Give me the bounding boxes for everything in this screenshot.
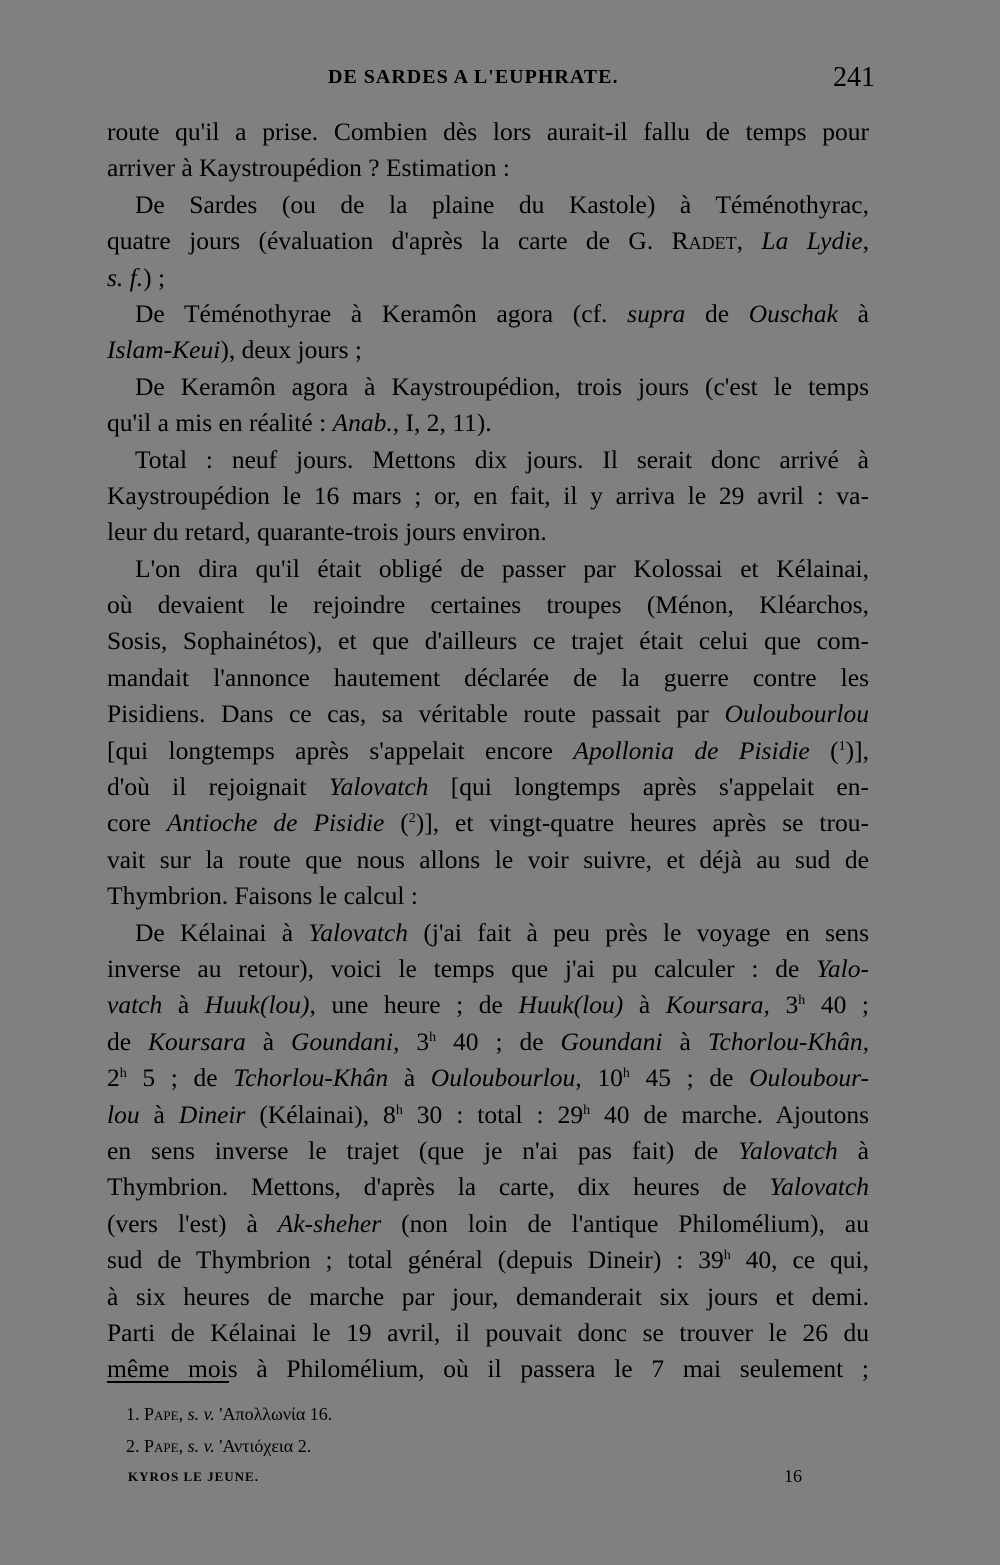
- text-line: route qu'il a prise. Combien dès lors aurait-il fallu de temps pour: [107, 117, 869, 146]
- footnote-rule: [107, 1381, 229, 1383]
- text-line: inverse au retour), voici le temps que j'ai pu calculer : de Yalo-: [107, 953, 869, 983]
- text-line: qu'il a mis en réalité : Anab., I, 2, 11).: [107, 408, 492, 438]
- text-line: vatch à Huuk(lou), une heure ; de Huuk(lou) à Koursara, 3$^h$ 40 ;: [107, 990, 870, 1020]
- text-line: à six heures de marche par jour, demanderait six jours et demi.: [107, 1281, 869, 1311]
- footnote-2: 2. Pape, s. v. 'Αντιόχεια 2.: [126, 1436, 312, 1456]
- text-line: L'on dira qu'il était obligé de passer par Kolossai et Kélainai,: [135, 553, 869, 583]
- text-line: quatre jours (évaluation d'après la carte de G. Radet, La Lydie,: [107, 226, 869, 256]
- text-line: (vers l'est) à Ak-sheher (non loin de l'antique Philomélium), au: [107, 1208, 869, 1238]
- text-line: Islam-Keui), deux jours ;: [107, 335, 362, 365]
- text-line: Sosis, Sophainétos), et que d'ailleurs ce trajet était celui que com-: [107, 626, 869, 656]
- page-number: 241: [833, 62, 875, 93]
- text-line: vait sur la route que nous allons le voir suivre, et déjà au sud de: [107, 844, 869, 874]
- text-line: même mois à Philomélium, où il passera le 7 mai seulement ;: [107, 1354, 869, 1384]
- running-head: DE SARDES A L'EUPHRATE.: [328, 66, 619, 88]
- text-line: leur du retard, quarante-trois jours environ.: [107, 517, 547, 547]
- text-line: sud de Thymbrion ; total général (depuis Dineir) : 39$^h$ 40, ce qui,: [107, 1245, 869, 1275]
- text-line: d'où il rejoignait Yalovatch [qui longtemps après s'appelait en-: [107, 772, 869, 802]
- text-line: s. f.) ;: [107, 262, 166, 292]
- footnote-1: 1. Pape, s. v. 'Απολλωνία 16.: [126, 1404, 333, 1424]
- printer-signature: KYROS LE JEUNE.: [128, 1469, 259, 1484]
- body-text: [107, 114, 869, 1388]
- text-line: De Téménothyrae à Keramôn agora (cf. supra de Ouschak à: [135, 298, 869, 328]
- footnote-ref: 1: [838, 738, 846, 754]
- text-line: où devaient le rejoindre certaines troupes (Ménon, Kléarchos,: [107, 590, 869, 620]
- text-line: [qui longtemps après s'appelait encore Apollonia de Pisidie ($^1$)],: [107, 735, 869, 765]
- text-line: Kaystroupédion le 16 mars ; or, en fait, il y arriva le 29 avril : va-: [107, 480, 869, 510]
- signature-number: 16: [784, 1466, 802, 1486]
- text-line: Thymbrion. Mettons, d'après la carte, dix heures de Yalovatch: [107, 1172, 869, 1202]
- text-line: Parti de Kélainai le 19 avril, il pouvait donc se trouver le 26 du: [107, 1317, 869, 1347]
- text-line: de Koursara à Goundani, 3$^h$ 40 ; de Goundani à Tchorlou-Khân,: [107, 1026, 869, 1056]
- text-line: en sens inverse le trajet (que je n'ai pas fait) de Yalovatch à: [107, 1135, 869, 1165]
- text-line: lou à Dineir (Kélainai), 8$^h$ 30 : total : 29$^h$ 40 de marche. Ajoutons: [107, 1099, 869, 1129]
- text-line: mandait l'annonce hautement déclarée de la guerre contre les: [107, 662, 869, 692]
- text-line: De Sardes (ou de la plaine du Kastole) à Téménothyrac,: [135, 189, 869, 219]
- text-line: De Keramôn agora à Kaystroupédion, trois jours (c'est le temps: [135, 371, 869, 401]
- text-line: Total : neuf jours. Mettons dix jours. Il serait donc arrivé à: [135, 444, 869, 474]
- text-line: Thymbrion. Faisons le calcul :: [107, 881, 418, 911]
- footnote-ref: 2: [408, 811, 416, 827]
- text-line: arriver à Kaystroupédion ? Estimation :: [107, 153, 510, 183]
- text-line: De Kélainai à Yalovatch (j'ai fait à peu près le voyage en sens: [135, 917, 869, 947]
- text-line: 2$^h$ 5 ; de Tchorlou-Khân à Ouloubourlou, 10$^h$ 45 ; de Ouloubour-: [107, 1063, 869, 1093]
- text-line: core Antioche de Pisidie ($^2$)], et vingt-quatre heures après se trou-: [107, 808, 869, 838]
- text-line: Pisidiens. Dans ce cas, sa véritable route passait par Ouloubourlou: [107, 699, 869, 729]
